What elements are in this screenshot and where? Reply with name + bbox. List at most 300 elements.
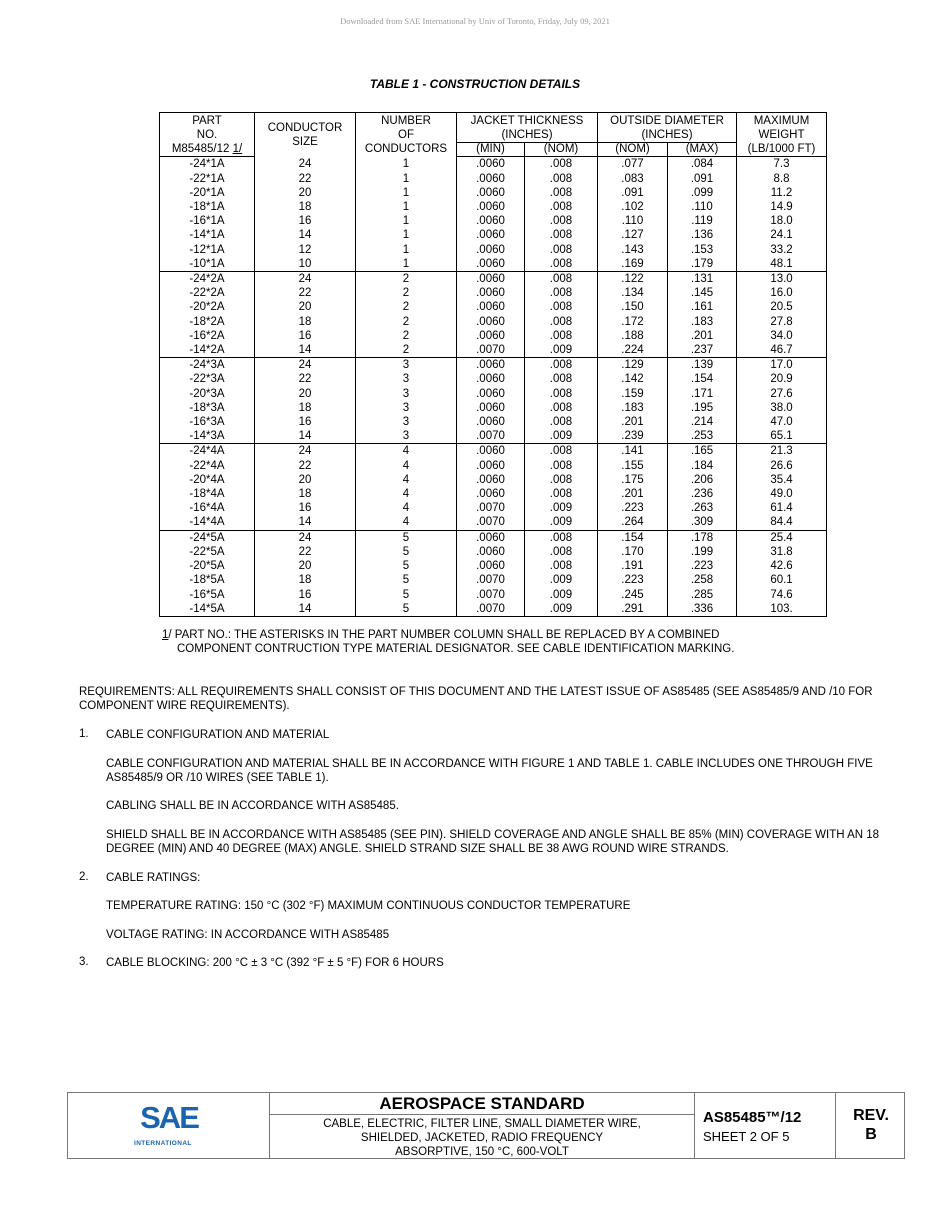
table-cell: -22*2A	[160, 286, 255, 300]
section-2-paragraph-2: VOLTAGE RATING: IN ACCORDANCE WITH AS85485	[106, 929, 390, 941]
table-row	[160, 602, 827, 617]
table-cell: 22	[255, 372, 356, 386]
table-cell: 16	[255, 501, 356, 515]
table-cell: .122	[598, 272, 668, 287]
table-cell: .155	[598, 459, 668, 473]
table-cell: -20*5A	[160, 559, 255, 573]
table-cell: 22	[255, 545, 356, 559]
table-cell: 17.0	[737, 358, 827, 373]
table-cell: .191	[598, 559, 668, 573]
header-weight-units: (LB/1000 FT)	[737, 143, 827, 157]
table-cell: 14	[255, 515, 356, 530]
table-cell: .0060	[457, 444, 525, 459]
table-cell: 3	[356, 372, 457, 386]
sae-logo	[134, 1102, 204, 1147]
table-cell: .0060	[457, 186, 525, 200]
table-row	[160, 329, 827, 343]
table-cell: 18	[255, 200, 356, 214]
table-cell: 5	[356, 545, 457, 559]
footnote-line-1: / PART NO.: THE ASTERISKS IN THE PART NUMBER COLUMN SHALL BE REPLACED BY A COMBINED	[168, 629, 720, 641]
table-row	[160, 257, 827, 272]
table-cell: .008	[525, 243, 598, 257]
table-cell: 1	[356, 186, 457, 200]
table-cell: 2	[356, 300, 457, 314]
table-cell: -12*1A	[160, 243, 255, 257]
table-cell: 4	[356, 515, 457, 530]
table-cell: 24	[255, 157, 356, 172]
title-cell	[270, 1093, 695, 1158]
table-cell: 5	[356, 573, 457, 587]
table-cell: 5	[356, 602, 457, 617]
table-cell: .139	[668, 358, 737, 373]
table-cell: .142	[598, 372, 668, 386]
table-cell: .184	[668, 459, 737, 473]
table-row	[160, 172, 827, 186]
table-cell: 2	[356, 329, 457, 343]
table-cell: -20*4A	[160, 473, 255, 487]
footnote-marker: 1	[162, 629, 169, 641]
table-cell: .223	[598, 573, 668, 587]
table-cell: 33.2	[737, 243, 827, 257]
table-cell: .245	[598, 588, 668, 602]
table-cell: 47.0	[737, 415, 827, 429]
table-cell: 74.6	[737, 588, 827, 602]
header-jacket-nom: (NOM)	[525, 143, 598, 157]
table-row	[160, 415, 827, 429]
table-cell: .264	[598, 515, 668, 530]
header-outside-diameter: OUTSIDE DIAMETER (INCHES)	[598, 113, 737, 143]
table-cell: 5	[356, 530, 457, 545]
table-cell: .239	[598, 429, 668, 444]
table-cell: .258	[668, 573, 737, 587]
group-5-conductor	[160, 530, 827, 616]
table-cell: -20*2A	[160, 300, 255, 314]
table-cell: 4	[356, 444, 457, 459]
footnote-line-2: COMPONENT CONTRUCTION TYPE MATERIAL DESIGNATOR. SEE CABLE IDENTIFICATION MARKING.	[177, 643, 735, 655]
table-cell: 18	[255, 573, 356, 587]
table-row	[160, 343, 827, 358]
document-number-cell	[695, 1093, 836, 1158]
table-cell: .143	[598, 243, 668, 257]
table-row	[160, 487, 827, 501]
table-cell: .159	[598, 387, 668, 401]
section-3-title: CABLE BLOCKING: 200 °C ± 3 °C (392 °F ± 5 °F) FOR 6 HOURS	[106, 957, 444, 969]
table-cell: 18	[255, 315, 356, 329]
table-cell: .008	[525, 415, 598, 429]
table-cell: -14*2A	[160, 343, 255, 358]
table-cell: .183	[598, 401, 668, 415]
document-number: AS85485™/12	[703, 1109, 802, 1126]
table-cell: 13.0	[737, 272, 827, 287]
revision-cell	[836, 1093, 906, 1158]
table-cell: 18.0	[737, 214, 827, 228]
table-cell: -10*1A	[160, 257, 255, 272]
header-max-weight: MAXIMUM WEIGHT	[737, 113, 827, 143]
download-watermark: Downloaded from SAE International by Univ of Toronto, Friday, July 09, 2021	[340, 16, 610, 26]
table-cell: .201	[668, 329, 737, 343]
table-cell: 3	[356, 387, 457, 401]
table-cell: .008	[525, 401, 598, 415]
table-row	[160, 573, 827, 587]
table-cell: 20	[255, 186, 356, 200]
table-cell: -18*1A	[160, 200, 255, 214]
table-row	[160, 559, 827, 573]
header-number-of-conductors: NUMBER OF CONDUCTORS	[356, 113, 457, 157]
table-cell: .223	[668, 559, 737, 573]
svg-text:SAE: SAE	[140, 1102, 198, 1135]
table-cell: -16*3A	[160, 415, 255, 429]
table-cell: .008	[525, 315, 598, 329]
table-cell: 4	[356, 459, 457, 473]
table-cell: .0070	[457, 501, 525, 515]
table-cell: .223	[598, 501, 668, 515]
table-cell: 1	[356, 257, 457, 272]
table-cell: 18	[255, 487, 356, 501]
table-cell: 26.6	[737, 459, 827, 473]
table-cell: .206	[668, 473, 737, 487]
table-row	[160, 473, 827, 487]
table-cell: 20	[255, 300, 356, 314]
group-4-conductor	[160, 444, 827, 530]
table-cell: .0060	[457, 415, 525, 429]
table-cell: -14*5A	[160, 602, 255, 617]
table-cell: 38.0	[737, 401, 827, 415]
section-3-number: 3.	[79, 956, 89, 968]
table-cell: 11.2	[737, 186, 827, 200]
table-cell: 27.8	[737, 315, 827, 329]
table-cell: -20*3A	[160, 387, 255, 401]
table-cell: .169	[598, 257, 668, 272]
table-cell: .309	[668, 515, 737, 530]
table-cell: .009	[525, 602, 598, 617]
table-cell: .008	[525, 186, 598, 200]
table-cell: 4	[356, 501, 457, 515]
table-cell: 7.3	[737, 157, 827, 172]
table-cell: .008	[525, 459, 598, 473]
table-cell: .0060	[457, 257, 525, 272]
table-cell: .008	[525, 487, 598, 501]
table-cell: 16	[255, 588, 356, 602]
table-cell: .102	[598, 200, 668, 214]
document-description: CABLE, ELECTRIC, FILTER LINE, SMALL DIAMETER WIRE, SHIELDED, JACKETED, RADIO FREQUENCY ABSORPTIVE, 150 °C, 600-VOLT	[323, 1118, 641, 1158]
title-block	[67, 1092, 905, 1159]
table-cell: 5	[356, 588, 457, 602]
group-2-conductor	[160, 272, 827, 358]
table-cell: 46.7	[737, 343, 827, 358]
table-row	[160, 387, 827, 401]
table-cell: .0060	[457, 315, 525, 329]
table-cell: .008	[525, 200, 598, 214]
table-cell: 60.1	[737, 573, 827, 587]
table-cell: 2	[356, 286, 457, 300]
table-cell: 21.3	[737, 444, 827, 459]
table-cell: .237	[668, 343, 737, 358]
table-cell: .110	[598, 214, 668, 228]
table-cell: -22*4A	[160, 459, 255, 473]
table-title: TABLE 1 - CONSTRUCTION DETAILS	[369, 77, 581, 91]
table-row	[160, 243, 827, 257]
table-row	[160, 272, 827, 287]
table-cell: .009	[525, 573, 598, 587]
header-conductor-size: CONDUCTOR SIZE	[255, 113, 356, 157]
table-cell: -22*5A	[160, 545, 255, 559]
table-cell: .161	[668, 300, 737, 314]
table-cell: .224	[598, 343, 668, 358]
section-2-paragraph-1: TEMPERATURE RATING: 150 °C (302 °F) MAXIMUM CONTINUOUS CONDUCTOR TEMPERATURE	[106, 900, 631, 912]
table-cell: -16*1A	[160, 214, 255, 228]
table-cell: -18*2A	[160, 315, 255, 329]
table-cell: .136	[668, 228, 737, 242]
table-cell: .008	[525, 286, 598, 300]
table-cell: 8.8	[737, 172, 827, 186]
table-cell: .165	[668, 444, 737, 459]
table-cell: .008	[525, 545, 598, 559]
table-row	[160, 157, 827, 172]
table-cell: 3	[356, 401, 457, 415]
table-cell: .0060	[457, 157, 525, 172]
table-cell: 1	[356, 214, 457, 228]
table-cell: 16	[255, 415, 356, 429]
sheet-number: SHEET 2 OF 5	[703, 1129, 790, 1144]
table-cell: -24*2A	[160, 272, 255, 287]
table-cell: 12	[255, 243, 356, 257]
table-row	[160, 444, 827, 459]
table-row	[160, 515, 827, 530]
table-cell: .0070	[457, 602, 525, 617]
table-cell: 20	[255, 387, 356, 401]
table-cell: .0060	[457, 387, 525, 401]
table-cell: 22	[255, 459, 356, 473]
table-row	[160, 214, 827, 228]
table-cell: 20.5	[737, 300, 827, 314]
table-row	[160, 501, 827, 515]
table-cell: 48.1	[737, 257, 827, 272]
header-part-no: PART NO.	[160, 113, 255, 143]
table-cell: .154	[668, 372, 737, 386]
table-cell: .008	[525, 387, 598, 401]
table-cell: .263	[668, 501, 737, 515]
table-cell: .0070	[457, 588, 525, 602]
table-cell: .091	[668, 172, 737, 186]
table-cell: 2	[356, 315, 457, 329]
table-cell: .083	[598, 172, 668, 186]
table-cell: -14*3A	[160, 429, 255, 444]
table-cell: 4	[356, 473, 457, 487]
table-cell: .0060	[457, 286, 525, 300]
table-cell: 14	[255, 228, 356, 242]
table-row	[160, 228, 827, 242]
table-cell: .0060	[457, 487, 525, 501]
table-cell: .253	[668, 429, 737, 444]
table-cell: 20	[255, 559, 356, 573]
table-cell: -24*3A	[160, 358, 255, 373]
table-cell: 18	[255, 401, 356, 415]
table-row	[160, 545, 827, 559]
table-cell: 14	[255, 343, 356, 358]
table-cell: .0060	[457, 172, 525, 186]
table-cell: 1	[356, 157, 457, 172]
table-cell: .008	[525, 358, 598, 373]
table-cell: .179	[668, 257, 737, 272]
table-cell: .0060	[457, 545, 525, 559]
table-cell: 14.9	[737, 200, 827, 214]
table-cell: .0070	[457, 343, 525, 358]
table-cell: 3	[356, 415, 457, 429]
table-cell: -22*1A	[160, 172, 255, 186]
table-row	[160, 401, 827, 415]
table-cell: -16*2A	[160, 329, 255, 343]
table-cell: .008	[525, 329, 598, 343]
table-row	[160, 429, 827, 444]
table-cell: 1	[356, 243, 457, 257]
table-cell: .008	[525, 228, 598, 242]
table-cell: .127	[598, 228, 668, 242]
table-cell: .175	[598, 473, 668, 487]
table-cell: .214	[668, 415, 737, 429]
section-1-paragraph-2: CABLING SHALL BE IN ACCORDANCE WITH AS85485.	[106, 800, 399, 812]
table-cell: 1	[356, 200, 457, 214]
table-cell: .201	[598, 487, 668, 501]
table-cell: .291	[598, 602, 668, 617]
table-cell: .0060	[457, 214, 525, 228]
section-1-number: 1.	[79, 728, 89, 740]
table-cell: .0060	[457, 272, 525, 287]
table-cell: .0060	[457, 228, 525, 242]
section-1-paragraph-1: CABLE CONFIGURATION AND MATERIAL SHALL BE IN ACCORDANCE WITH FIGURE 1 AND TABLE 1. CABLE INCLUDES ONE THROUGH FIVE AS85485/9 OR /10 WIRES (SEE TABLE 1).	[106, 758, 873, 784]
table-cell: .008	[525, 473, 598, 487]
table-cell: .153	[668, 243, 737, 257]
header-od-max: (MAX)	[668, 143, 737, 157]
table-cell: 22	[255, 286, 356, 300]
table-cell: 34.0	[737, 329, 827, 343]
table-row	[160, 372, 827, 386]
table-cell: 65.1	[737, 429, 827, 444]
table-cell: .145	[668, 286, 737, 300]
table-cell: 3	[356, 358, 457, 373]
table-cell: 16.0	[737, 286, 827, 300]
table-cell: .008	[525, 272, 598, 287]
section-2-title: CABLE RATINGS:	[106, 872, 201, 884]
table-cell: .0060	[457, 200, 525, 214]
table-cell: .0060	[457, 530, 525, 545]
table-cell: 24	[255, 444, 356, 459]
table-cell: 49.0	[737, 487, 827, 501]
table-row	[160, 530, 827, 545]
table-cell: .129	[598, 358, 668, 373]
table-cell: .008	[525, 157, 598, 172]
table-cell: .172	[598, 315, 668, 329]
table-cell: -24*1A	[160, 157, 255, 172]
sae-logo-text: INTERNATIONAL	[134, 1140, 192, 1147]
table-cell: .0060	[457, 559, 525, 573]
table-cell: 1	[356, 172, 457, 186]
table-cell: 2	[356, 343, 457, 358]
table-cell: 16	[255, 329, 356, 343]
table-cell: 5	[356, 559, 457, 573]
table-cell: .0060	[457, 243, 525, 257]
construction-table	[159, 112, 827, 617]
table-cell: 2	[356, 272, 457, 287]
table-cell: .150	[598, 300, 668, 314]
table-cell: -20*1A	[160, 186, 255, 200]
header-od-nom: (NOM)	[598, 143, 668, 157]
table-cell: 84.4	[737, 515, 827, 530]
table-row	[160, 286, 827, 300]
table-cell: .0060	[457, 300, 525, 314]
table-cell: 42.6	[737, 559, 827, 573]
table-cell: .009	[525, 515, 598, 530]
table-cell: 1	[356, 228, 457, 242]
table-cell: .008	[525, 444, 598, 459]
table-cell: 24.1	[737, 228, 827, 242]
table-cell: .285	[668, 588, 737, 602]
table-cell: .0060	[457, 473, 525, 487]
table-cell: .183	[668, 315, 737, 329]
section-1-title: CABLE CONFIGURATION AND MATERIAL	[106, 729, 330, 741]
table-cell: .077	[598, 157, 668, 172]
table-row	[160, 358, 827, 373]
table-cell: 25.4	[737, 530, 827, 545]
table-cell: -14*1A	[160, 228, 255, 242]
sae-logo-icon	[134, 1102, 204, 1136]
table-cell: 22	[255, 172, 356, 186]
table-cell: 24	[255, 358, 356, 373]
table-cell: .110	[668, 200, 737, 214]
table-cell: .084	[668, 157, 737, 172]
table-cell: .0070	[457, 573, 525, 587]
table-cell: .008	[525, 530, 598, 545]
header-jacket-min: (MIN)	[457, 143, 525, 157]
table-cell: .134	[598, 286, 668, 300]
table-cell: .009	[525, 429, 598, 444]
table-cell: .170	[598, 545, 668, 559]
table-cell: .195	[668, 401, 737, 415]
table-cell: .0070	[457, 515, 525, 530]
table-cell: 20.9	[737, 372, 827, 386]
table-cell: -24*4A	[160, 444, 255, 459]
table-cell: .008	[525, 300, 598, 314]
table-cell: .0070	[457, 429, 525, 444]
table-cell: .008	[525, 559, 598, 573]
table-cell: .131	[668, 272, 737, 287]
table-cell: .141	[598, 444, 668, 459]
table-cell: .0060	[457, 401, 525, 415]
table-cell: -18*4A	[160, 487, 255, 501]
table-cell: 20	[255, 473, 356, 487]
table-row	[160, 459, 827, 473]
table-row	[160, 186, 827, 200]
table-cell: .0060	[457, 372, 525, 386]
table-cell: 31.8	[737, 545, 827, 559]
table-cell: .009	[525, 588, 598, 602]
table-cell: 103.	[737, 602, 827, 617]
table-cell: -16*4A	[160, 501, 255, 515]
header-jacket-thickness: JACKET THICKNESS (INCHES)	[457, 113, 598, 143]
table-cell: 35.4	[737, 473, 827, 487]
table-cell: .009	[525, 501, 598, 515]
section-2-number: 2.	[79, 871, 89, 883]
table-cell: .0060	[457, 358, 525, 373]
table-cell: -14*4A	[160, 515, 255, 530]
table-cell: 10	[255, 257, 356, 272]
logo-cell	[68, 1093, 270, 1158]
revision: REV. B	[853, 1107, 889, 1143]
table-cell: .008	[525, 372, 598, 386]
table-footnote	[162, 628, 842, 656]
table-cell: 3	[356, 429, 457, 444]
table-cell: -22*3A	[160, 372, 255, 386]
table-cell: 14	[255, 429, 356, 444]
